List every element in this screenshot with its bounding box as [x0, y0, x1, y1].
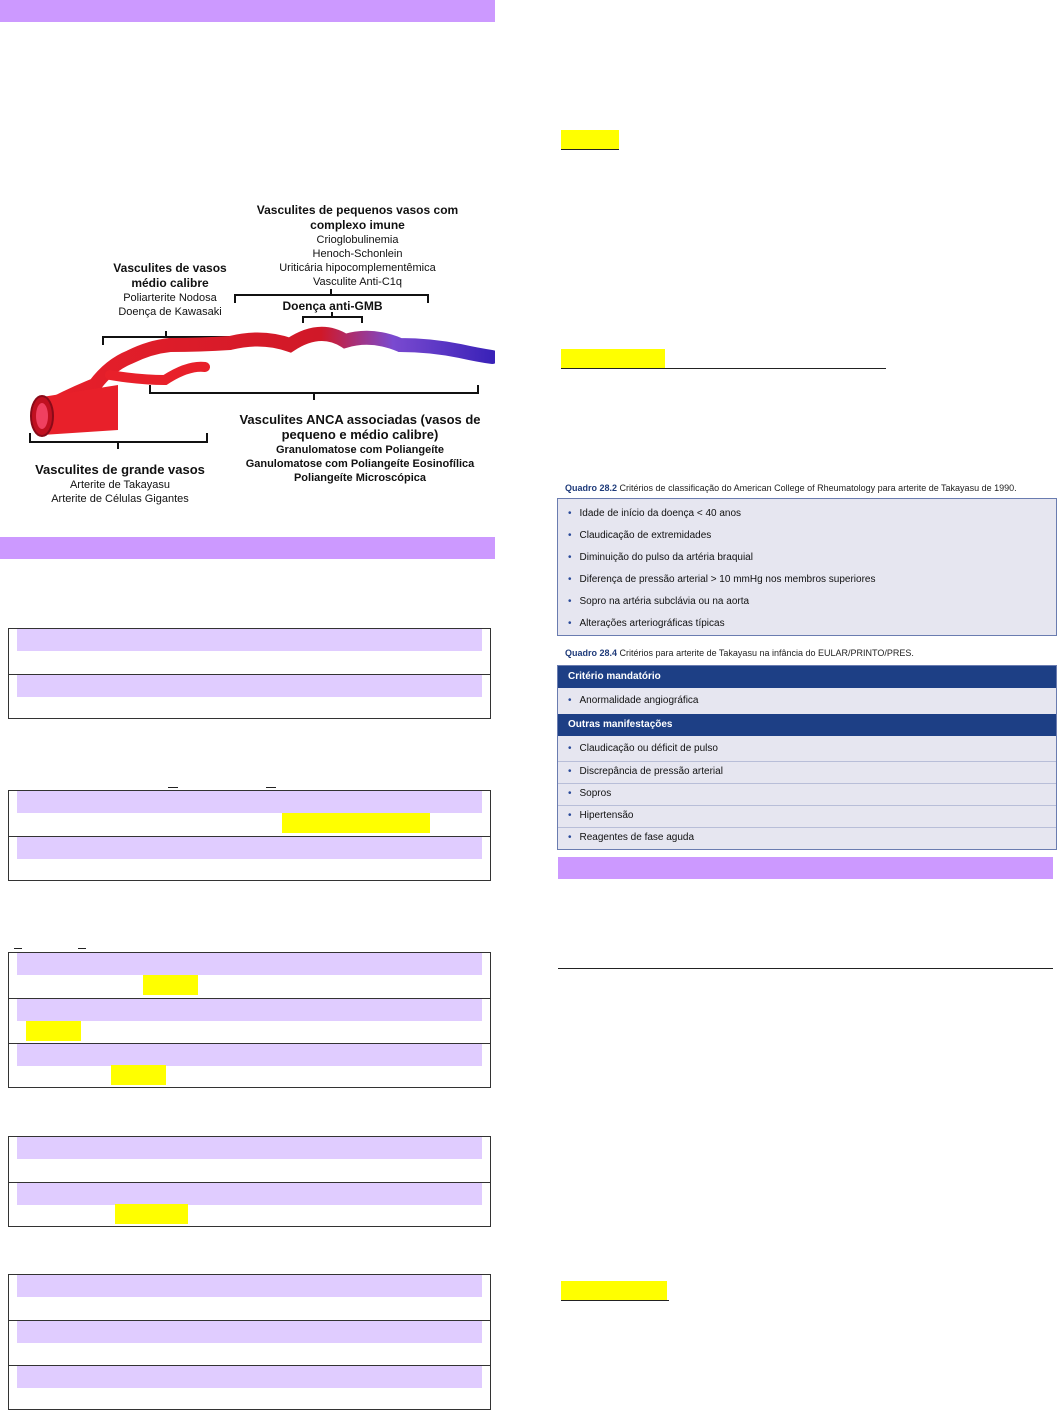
highlight-mark — [561, 130, 619, 150]
list-item: • Diferença de pressão arterial > 10 mmHg nos membros superiores — [568, 574, 876, 585]
section-band-mid-left — [0, 537, 495, 559]
label-small-immune-title: Vasculites de pequenos vasos com complexo imune — [256, 203, 459, 232]
highlight-mark — [561, 349, 665, 369]
label-small-immune-item: Henoch-Schonlein — [312, 248, 403, 260]
underline-mark — [561, 1300, 669, 1301]
table-row — [9, 1137, 490, 1182]
list-item: • Idade de início da doença < 40 anos — [568, 508, 742, 519]
label-anca-item: Poliangeíte Microscópica — [293, 472, 427, 484]
quadro-2-caption — [565, 648, 1055, 658]
quadro-1-caption — [565, 483, 1055, 493]
list-item: • Claudicação de extremidades — [568, 530, 712, 541]
label-small-immune — [250, 203, 465, 289]
underline-mark — [558, 968, 1053, 969]
label-small-immune-item: Vasculite Anti-C1q — [312, 276, 403, 288]
vessel-branch — [110, 367, 205, 380]
label-anca-title: Vasculites ANCA associadas (vasos de pequeno e médio calibre) — [239, 412, 481, 442]
list-item: • Hipertensão — [568, 810, 634, 821]
underline-mark — [168, 787, 178, 788]
label-anca-item: Ganulomatose com Poliangeíte Eosinofílica — [245, 458, 475, 470]
brace-large — [30, 433, 207, 449]
table-1 — [8, 628, 491, 719]
label-gmb-title: Doença anti-GMB — [282, 299, 383, 313]
highlight-mark — [111, 1065, 166, 1085]
label-gmb — [270, 299, 395, 314]
label-large — [20, 463, 220, 506]
list-item: • Sopro na artéria subclávia ou na aorta — [568, 596, 750, 607]
table-row — [9, 1320, 490, 1365]
label-large-item: Arterite de Células Gigantes — [51, 493, 189, 505]
underline-mark — [78, 948, 86, 949]
quadro-1-label: Quadro 28.2 — [565, 483, 618, 493]
label-medium — [100, 261, 240, 319]
quadro-2-head-other: Outras manifestações — [558, 714, 1056, 736]
highlight-mark — [561, 1281, 667, 1301]
label-small-immune-item: Crioglobulinemia — [316, 234, 399, 246]
underline-mark — [266, 787, 276, 788]
table-row — [9, 1365, 490, 1410]
underline-mark — [561, 149, 619, 150]
section-band-top-left — [0, 0, 495, 22]
underline-mark — [14, 948, 22, 949]
quadro-1-table — [557, 498, 1057, 636]
label-medium-title: Vasculites de vasos médio calibre — [113, 261, 227, 290]
section-band-right — [558, 857, 1053, 879]
quadro-1-caption-text: Critérios de classificação do American College of Rheumatology para arterite de Takayasu de 1990. — [619, 483, 1017, 493]
table-row — [9, 953, 490, 998]
list-item: • Alterações arteriográficas típicas — [568, 618, 725, 629]
highlight-mark — [143, 975, 198, 995]
list-item: • Reagentes de fase aguda — [568, 832, 695, 843]
label-small-immune-item: Uriticária hipocomplementêmica — [279, 262, 436, 274]
table-5 — [8, 1274, 491, 1410]
label-medium-item: Doença de Kawasaki — [118, 306, 222, 318]
table-row — [9, 1275, 490, 1320]
table-row — [9, 998, 490, 1043]
table-row — [9, 674, 490, 719]
table-4 — [8, 1136, 491, 1227]
list-item: • Discrepância de pressão arterial — [568, 766, 723, 777]
underline-mark — [561, 368, 886, 369]
list-item: • Sopros — [568, 788, 612, 799]
quadro-2-table — [557, 665, 1057, 850]
list-item: • Diminuição do pulso da artéria braquial — [568, 552, 753, 563]
quadro-2-caption-text: Critérios para arterite de Takayasu na infância do EULAR/PRINTO/PRES. — [619, 648, 914, 658]
table-row — [9, 1182, 490, 1227]
brace-anca — [150, 385, 478, 400]
label-large-title: Vasculites de grande vasos — [35, 462, 205, 477]
label-anca-item: Granulomatose com Poliangeíte — [275, 444, 445, 456]
table-3 — [8, 952, 491, 1088]
label-medium-item: Poliarterite Nodosa — [123, 292, 217, 304]
table-row — [9, 1043, 490, 1088]
quadro-2-label: Quadro 28.4 — [565, 648, 618, 658]
list-item: • Anormalidade angiográfica — [568, 695, 699, 706]
table-row — [9, 836, 490, 881]
vasculitis-diagram — [0, 195, 495, 517]
label-large-item: Arterite de Takayasu — [69, 479, 171, 491]
quadro-2-head-mandatory: Critério mandatório — [558, 666, 1056, 688]
highlight-mark — [115, 1204, 188, 1224]
table-2 — [8, 790, 491, 881]
label-anca — [225, 413, 495, 485]
list-item: • Claudicação ou déficit de pulso — [568, 743, 718, 754]
highlight-mark — [282, 813, 430, 833]
table-row — [9, 629, 490, 674]
highlight-mark — [26, 1021, 81, 1041]
